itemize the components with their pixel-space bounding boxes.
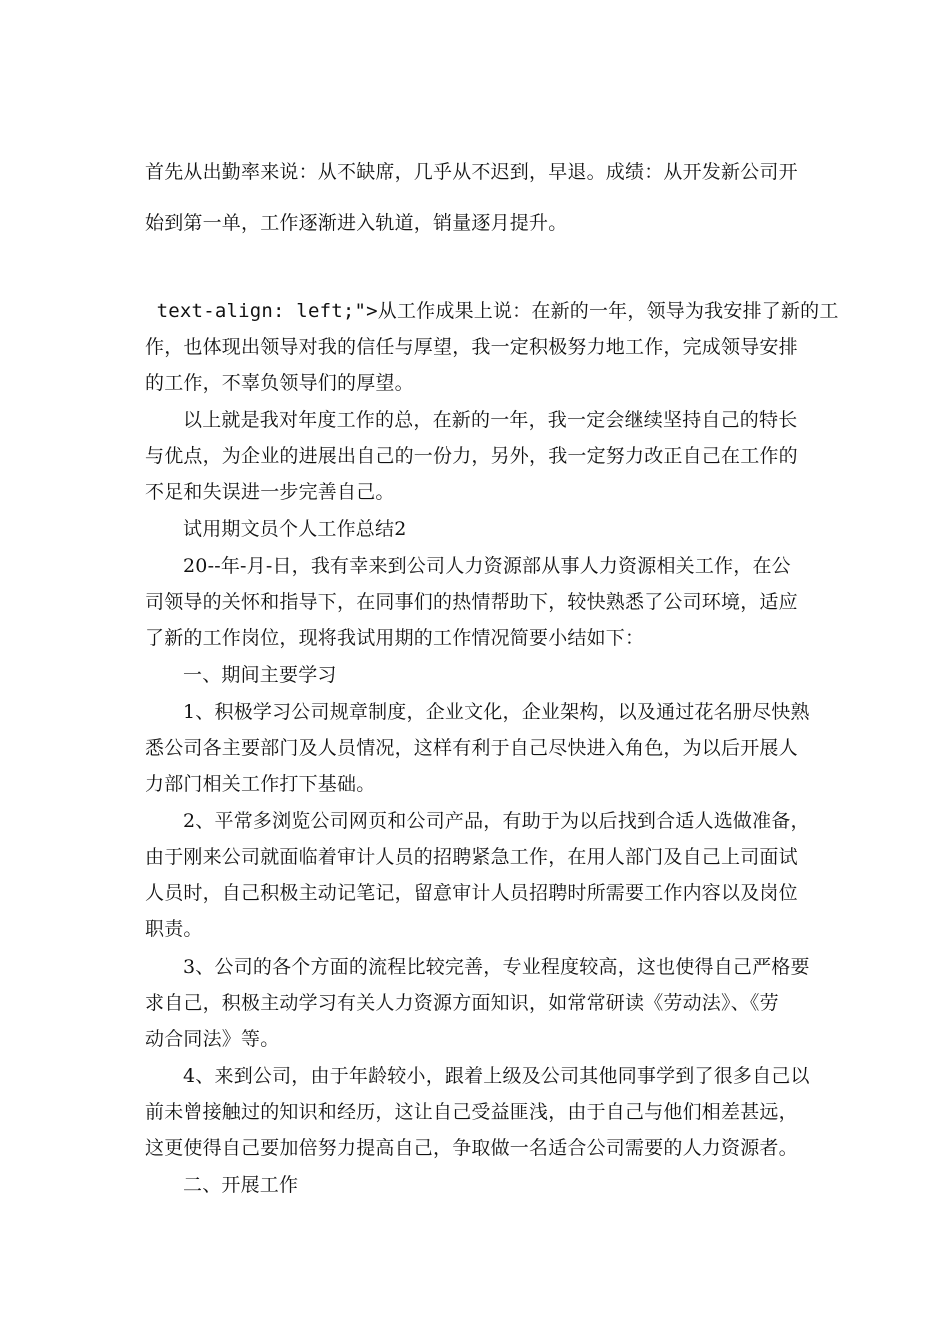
text-line: 试用期文员个人工作总结2 [183, 518, 407, 540]
text-line: 职责。 [145, 918, 203, 940]
heading-work [145, 1171, 810, 1200]
text-line: 3、公司的各个方面的流程比较完善，专业程度较高，这也使得自己严格要 [183, 956, 810, 978]
text-line: 以上就是我对年度工作的总，在新的一年，我一定会继续坚持自己的特长 [183, 409, 798, 431]
text-line: 二、开展工作 [183, 1174, 299, 1196]
paragraph-summary [145, 406, 810, 507]
list-item [145, 698, 810, 799]
paragraph-intro [145, 552, 810, 653]
text-line: 人员时，自己积极主动记笔记，留意审计人员招聘时所需要工作内容以及岗位 [145, 882, 798, 904]
text-line: 由于刚来公司就面临着审计人员的招聘紧急工作，在用人部门及自己上司面试 [145, 846, 798, 868]
paragraph-work-results [145, 297, 839, 398]
text-line: 这更使得自己要加倍努力提高自己，争取做一名适合公司需要的人力资源者。 [145, 1137, 798, 1159]
text-line: 司领导的关怀和指导下，在同事们的热情帮助下，较快熟悉了公司环境，适应 [145, 591, 798, 613]
text-line: 首先从出勤率来说：从不缺席，几乎从不迟到，早退。成绩：从开发新公司开 [145, 161, 798, 183]
heading-study [145, 661, 810, 690]
text-line: 的工作，不辜负领导们的厚望。 [145, 372, 414, 394]
text-line: 与优点，为企业的进展出自己的一份力，另外，我一定努力改正自己在工作的 [145, 445, 798, 467]
text-line: 力部门相关工作打下基础。 [145, 773, 376, 795]
text-line: 前未曾接触过的知识和经历，这让自己受益匪浅，由于自己与他们相差甚远， [145, 1101, 798, 1123]
text-line: 2、平常多浏览公司网页和公司产品，有助于为以后找到合适人选做准备， [183, 810, 810, 832]
text-line: 4、来到公司，由于年龄较小，跟着上级及公司其他同事学到了很多自己以 [183, 1065, 810, 1087]
text-line: 从工作成果上说：在新的一年，领导为我安排了新的工 [377, 300, 839, 322]
stray-markup-text: text-align: left;"> [145, 300, 378, 322]
text-line: 一、期间主要学习 [183, 664, 337, 686]
text-line: 悉公司各主要部门及人员情况，这样有利于自己尽快进入角色，为以后开展人 [145, 737, 798, 759]
list-item [145, 1062, 810, 1163]
text-line: 动合同法》等。 [145, 1028, 280, 1050]
text-line: 20--年-月-日，我有幸来到公司人力资源部从事人力资源相关工作，在公 [183, 555, 791, 577]
section-title [145, 515, 810, 544]
text-line: 不足和失误进一步完善自己。 [145, 481, 395, 503]
text-line: 始到第一单，工作逐渐进入轨道，销量逐月提升。 [145, 212, 568, 234]
text-line: 作，也体现出领导对我的信任与厚望，我一定积极努力地工作，完成领导安排 [145, 336, 798, 358]
text-line: 求自己，积极主动学习有关人力资源方面知识，如常常研读《劳动法》、《劳 [145, 992, 779, 1014]
list-item [145, 953, 810, 1054]
paragraph-attendance [145, 158, 810, 238]
text-line: 了新的工作岗位，现将我试用期的工作情况简要小结如下： [145, 627, 645, 649]
list-item [145, 807, 810, 944]
text-line: 1、积极学习公司规章制度，企业文化，企业架构，以及通过花名册尽快熟 [183, 701, 810, 723]
